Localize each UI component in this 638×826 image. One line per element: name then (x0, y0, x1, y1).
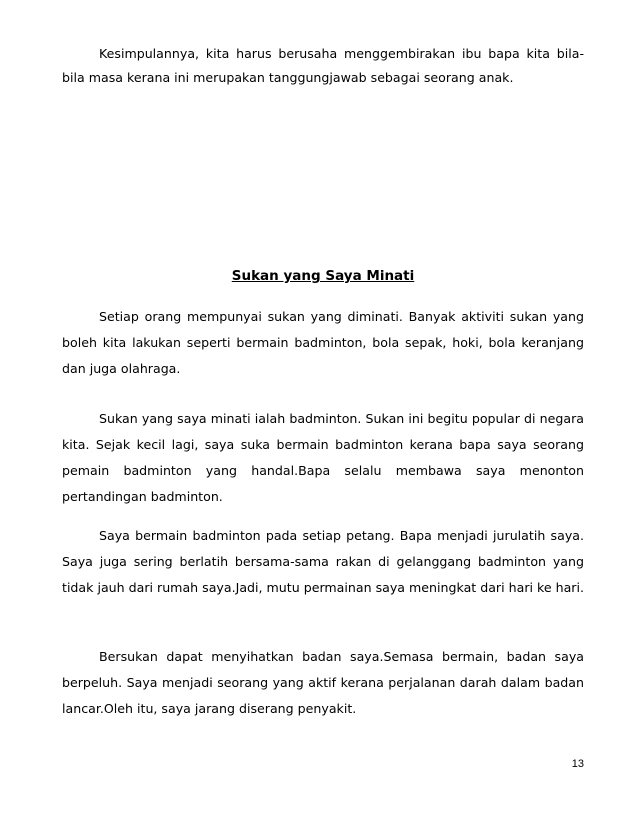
conclusion-paragraph: Kesimpulannya, kita harus berusaha menggembirakan ibu bapa kita bila-bila masa kerana ini merupakan tanggungjawab sebagai seorang anak. (62, 46, 584, 85)
essay-paragraph-3: Saya bermain badminton pada setiap petang. Bapa menjadi jurulatih saya. Saya juga sering berlatih bersama-sama rakan di gelanggang badminton yang tidak jauh dari rumah saya.Jadi, mutu permainan saya meningkat dari hari ke hari. (62, 528, 584, 595)
essay-paragraph-1: Setiap orang mempunyai sukan yang diminati. Banyak aktiviti sukan yang boleh kita lakukan seperti bermain badminton, bola sepak, hoki, bola keranjang dan juga olahraga. (62, 309, 584, 376)
essay-paragraph-4: Bersukan dapat menyihatkan badan saya.Semasa bermain, badan saya berpeluh. Saya menjadi seorang yang aktif kerana perjalanan darah dalam badan lancar.Oleh itu, saya jarang diserang penyakit. (62, 649, 584, 716)
page-number: 13 (571, 758, 584, 770)
essay-paragraph-2: Sukan yang saya minati ialah badminton. Sukan ini begitu popular di negara kita. Sejak kecil lagi, saya suka bermain badminton kerana bapa saya seorang pemain badminton yang handal.Bapa selalu membawa saya menonton pertandingan badminton. (62, 411, 584, 504)
essay-title: Sukan yang Saya Minati (231, 268, 415, 284)
